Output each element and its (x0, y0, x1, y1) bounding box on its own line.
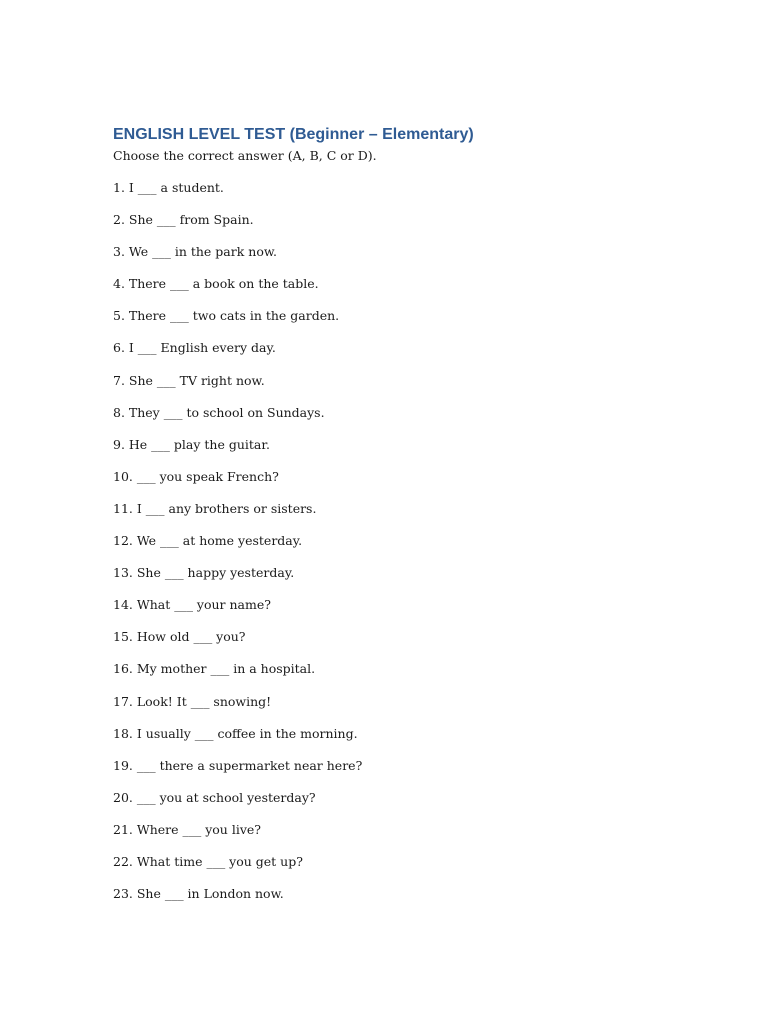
document-content (113, 124, 673, 918)
question-item: 3. We ___ in the park now. (113, 244, 278, 260)
question-item: 19. ___ there a supermarket near here? (113, 757, 363, 773)
question-item: 18. I usually ___ coffee in the morning. (113, 725, 358, 741)
question-item: 1. I ___ a student. (113, 180, 224, 195)
question-item: 11. I ___ any brothers or sisters. (113, 500, 317, 516)
question-item: 8. They ___ to school on Sundays. (113, 404, 325, 420)
instructions-text: Choose the correct answer (A, B, C or D). (113, 148, 377, 163)
question-item: 23. She ___ in London now. (113, 886, 284, 902)
question-item: 22. What time ___ you get up? (113, 853, 303, 869)
question-item: 15. How old ___ you? (113, 629, 246, 645)
question-item: 6. I ___ English every day. (113, 340, 276, 356)
document-title: ENGLISH LEVEL TEST (Beginner – Elementary) (113, 126, 474, 143)
question-item: 21. Where ___ you live? (113, 821, 261, 837)
question-item: 7. She ___ TV right now. (113, 372, 265, 388)
question-item: 17. Look! It ___ snowing! (113, 693, 272, 709)
question-item: 14. What ___ your name? (113, 597, 271, 613)
question-item: 12. We ___ at home yesterday. (113, 533, 303, 549)
question-item: 20. ___ you at school yesterday? (113, 789, 316, 805)
question-item: 4. There ___ a book on the table. (113, 276, 319, 292)
question-item: 10. ___ you speak French? (113, 468, 279, 484)
question-list (113, 180, 673, 918)
question-item: 9. He ___ play the guitar. (113, 436, 270, 452)
question-item: 13. She ___ happy yesterday. (113, 565, 295, 581)
question-item: 2. She ___ from Spain. (113, 212, 254, 228)
question-item: 16. My mother ___ in a hospital. (113, 661, 316, 677)
question-item: 5. There ___ two cats in the garden. (113, 308, 340, 324)
